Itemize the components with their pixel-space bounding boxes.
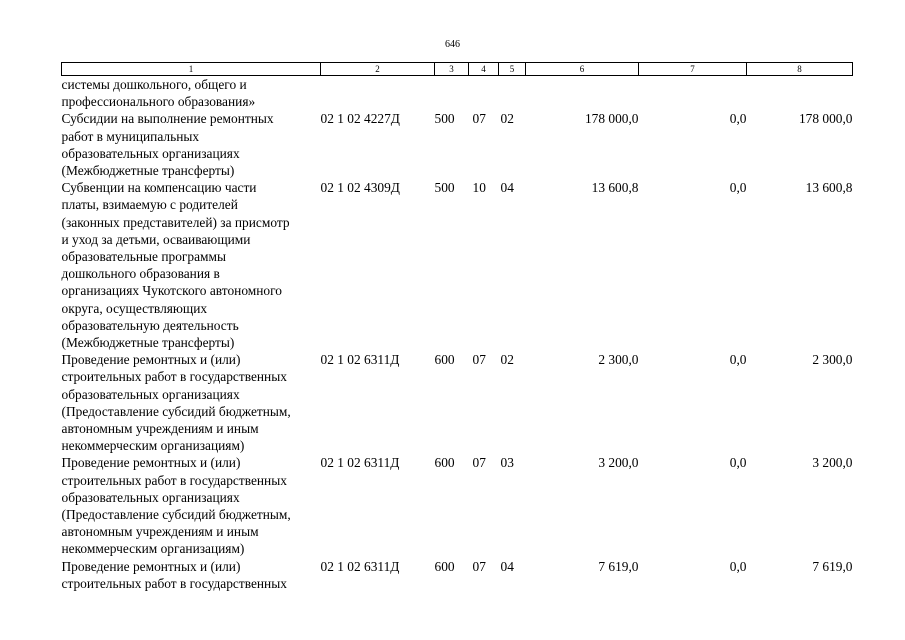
row-name-line: Проведение ремонтных и (или) bbox=[61, 455, 241, 471]
table-row bbox=[62, 110, 853, 179]
section-code: 07 bbox=[472, 111, 486, 127]
amount-change: 0,0 bbox=[729, 455, 747, 471]
row-name-line: строительных работ в государственных bbox=[61, 575, 287, 591]
column-number-6: 6 bbox=[526, 63, 639, 76]
expense-type-code: 500 bbox=[434, 180, 455, 196]
row-name-line: округа, осуществляющих bbox=[61, 300, 208, 316]
page-number: 646 bbox=[445, 39, 460, 50]
row-name-line: образовательных организациях bbox=[61, 386, 240, 402]
row-name-line: Субсидии на выполнение ремонтных bbox=[61, 111, 274, 127]
row-name-line: некоммерческим организациям) bbox=[61, 438, 245, 454]
amount-change: 0,0 bbox=[729, 352, 747, 368]
amount-change: 0,0 bbox=[729, 111, 747, 127]
row-name bbox=[62, 454, 321, 557]
amount-approved bbox=[526, 76, 639, 111]
amount-approved: 7 619,0 bbox=[598, 558, 639, 574]
table-row bbox=[62, 179, 853, 351]
section-code: 07 bbox=[472, 352, 486, 368]
expense-type-code: 600 bbox=[434, 455, 455, 471]
row-name bbox=[62, 179, 321, 351]
subsection-code: 02 bbox=[500, 111, 514, 127]
row-name-line: строительных работ в государственных bbox=[61, 472, 287, 488]
amount-total: 7 619,0 bbox=[812, 558, 853, 574]
amount-change: 0,0 bbox=[729, 558, 747, 574]
row-name-line: образовательных организациях bbox=[61, 145, 240, 161]
row-name-line: (Межбюджетные трансферты) bbox=[61, 163, 235, 179]
row-name bbox=[62, 76, 321, 111]
target-article-code: 02 1 02 6311Д bbox=[320, 352, 400, 368]
row-name-line: и уход за детьми, осваивающими bbox=[61, 231, 251, 247]
target-article-code: 02 1 02 4309Д bbox=[320, 180, 400, 196]
column-number-7: 7 bbox=[639, 63, 747, 76]
row-name-line: строительных работ в государственных bbox=[61, 369, 287, 385]
column-number-row bbox=[62, 63, 853, 76]
table-row bbox=[62, 454, 853, 557]
row-name-line: некоммерческим организациям) bbox=[61, 541, 245, 557]
amount-total bbox=[747, 76, 853, 111]
expense-type-code bbox=[435, 76, 469, 111]
row-name-line: Проведение ремонтных и (или) bbox=[61, 352, 241, 368]
column-number-5: 5 bbox=[499, 63, 526, 76]
row-name-line: профессионального образования» bbox=[61, 94, 256, 110]
table-row bbox=[62, 351, 853, 454]
amount-total: 2 300,0 bbox=[812, 352, 853, 368]
table-row bbox=[62, 76, 853, 111]
row-name-line: платы, взимаемую с родителей bbox=[61, 197, 238, 213]
amount-change bbox=[639, 76, 747, 111]
row-name-line: образовательную деятельность bbox=[61, 317, 239, 333]
target-article-code: 02 1 02 6311Д bbox=[320, 558, 400, 574]
section-code: 10 bbox=[472, 180, 486, 196]
amount-change: 0,0 bbox=[729, 180, 747, 196]
expense-type-code: 600 bbox=[434, 558, 455, 574]
target-article-code bbox=[321, 76, 435, 111]
subsection-code: 04 bbox=[500, 180, 514, 196]
column-number-3: 3 bbox=[435, 63, 469, 76]
row-name-line: организациях Чукотского автономного bbox=[61, 283, 282, 299]
amount-approved: 2 300,0 bbox=[598, 352, 639, 368]
amount-approved: 178 000,0 bbox=[584, 111, 639, 127]
row-name-line: дошкольного образования в bbox=[61, 266, 220, 282]
row-name-line: автономным учреждениям и иным bbox=[61, 421, 259, 437]
subsection-code: 03 bbox=[500, 455, 514, 471]
row-name-line: системы дошкольного, общего и bbox=[61, 77, 247, 92]
target-article-code: 02 1 02 4227Д bbox=[320, 111, 400, 127]
column-number-8: 8 bbox=[747, 63, 853, 76]
row-name-line: работ в муниципальных bbox=[61, 128, 200, 144]
column-number-1: 1 bbox=[62, 63, 321, 76]
amount-approved: 3 200,0 bbox=[598, 455, 639, 471]
row-name-line: автономным учреждениям и иным bbox=[61, 524, 259, 540]
column-number-2: 2 bbox=[321, 63, 435, 76]
section-code: 07 bbox=[472, 455, 486, 471]
row-name-line: (Межбюджетные трансферты) bbox=[61, 335, 235, 351]
subsection-code bbox=[499, 76, 526, 111]
expense-type-code: 500 bbox=[434, 111, 455, 127]
row-name-line: образовательных организациях bbox=[61, 489, 240, 505]
subsection-code: 04 bbox=[500, 558, 514, 574]
subsection-code: 02 bbox=[500, 352, 514, 368]
row-name bbox=[62, 110, 321, 179]
row-name-line: (Предоставление субсидий бюджетным, bbox=[61, 507, 291, 523]
target-article-code: 02 1 02 6311Д bbox=[320, 455, 400, 471]
row-name bbox=[62, 558, 321, 592]
row-name-line: Проведение ремонтных и (или) bbox=[61, 558, 241, 574]
row-name-line: (Предоставление субсидий бюджетным, bbox=[61, 403, 291, 419]
row-name-line: Субвенции на компенсацию части bbox=[61, 180, 257, 196]
section-code bbox=[469, 76, 499, 111]
row-name-line: (законных представителей) за присмотр bbox=[61, 214, 290, 230]
amount-total: 3 200,0 bbox=[812, 455, 853, 471]
table-row bbox=[62, 558, 853, 592]
expense-type-code: 600 bbox=[434, 352, 455, 368]
amount-total: 178 000,0 bbox=[798, 111, 853, 127]
section-code: 07 bbox=[472, 558, 486, 574]
row-name-line: образовательные программы bbox=[61, 249, 226, 265]
amount-total: 13 600,8 bbox=[805, 180, 853, 196]
amount-approved: 13 600,8 bbox=[591, 180, 639, 196]
table-body bbox=[62, 76, 853, 593]
column-number-4: 4 bbox=[469, 63, 499, 76]
row-name bbox=[62, 351, 321, 454]
budget-table bbox=[61, 62, 853, 592]
